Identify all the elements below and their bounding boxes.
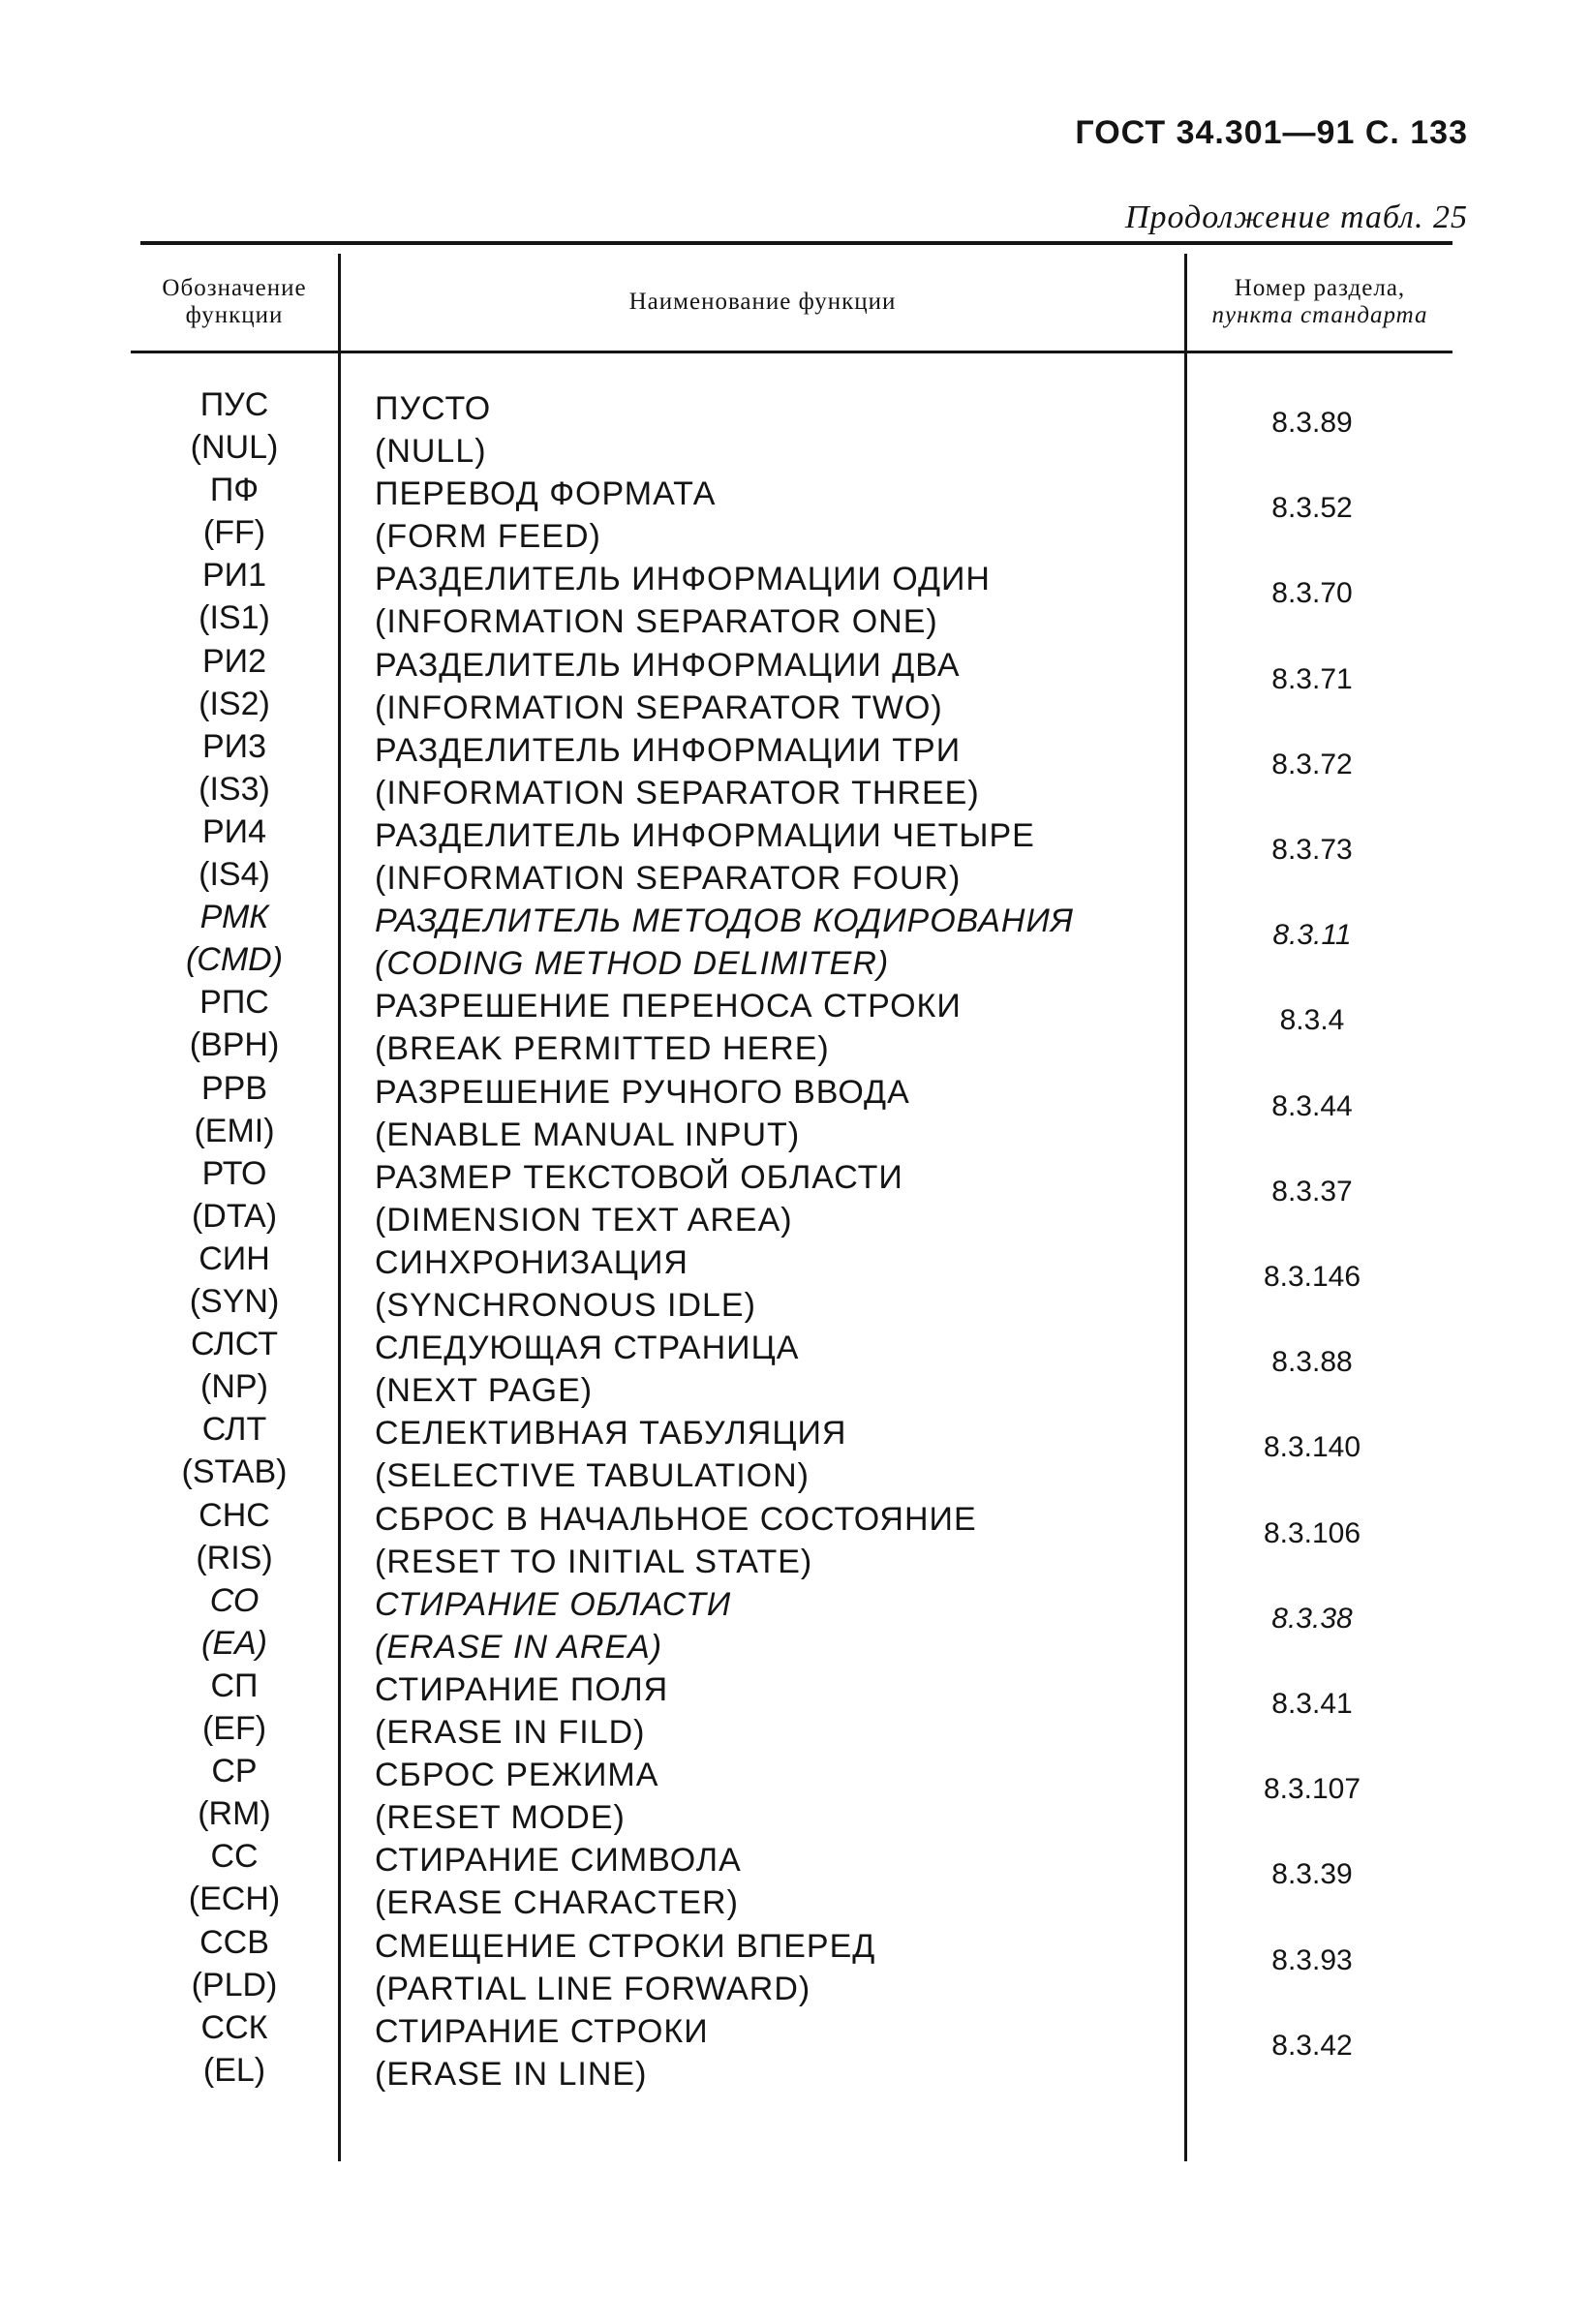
function-name: [375, 1583, 1304, 1668]
function-name-en: (INFORMATION SEPARATOR FOUR): [375, 860, 962, 897]
function-name-en: (ENABLE MANUAL INPUT): [375, 1116, 801, 1153]
function-name-ru: СТИРАНИЕ СТРОКИ: [375, 2013, 709, 2050]
function-name-ru: РАЗДЕЛИТЕЛЬ ИНФОРМАЦИИ ОДИН: [375, 561, 991, 597]
function-code-ru: СЛСТ: [191, 1326, 278, 1362]
function-name-en: (FORM FEED): [375, 518, 601, 555]
column-header-section: [1187, 254, 1452, 351]
column-header-name: Наименование функции: [628, 289, 897, 315]
table-row: [131, 1408, 1452, 1493]
function-code-ru: СНС: [199, 1497, 270, 1534]
function-name-en: (SELECTIVE TABULATION): [375, 1457, 810, 1494]
function-name: [375, 1412, 1304, 1497]
function-code-ru: СО: [209, 1582, 260, 1619]
table-row: [131, 1323, 1452, 1408]
function-name-ru: РАЗРЕШЕНИЕ ПЕРЕНОСА СТРОКИ: [375, 988, 962, 1024]
column-header-code-line2: функции: [185, 302, 284, 328]
function-code-en: (RIS): [196, 1540, 273, 1576]
function-code: [131, 1750, 338, 1835]
function-code: [131, 1323, 338, 1408]
function-name: [375, 900, 1304, 985]
function-code-ru: СЛТ: [201, 1411, 267, 1448]
function-name-en: (ERASE IN FILD): [375, 1714, 646, 1751]
table-row: [131, 1579, 1452, 1665]
function-code-ru: РТО: [201, 1155, 267, 1192]
section-number: 8.3.106: [1263, 1517, 1361, 1549]
function-code-en: (IS2): [199, 686, 270, 722]
table-row: [131, 1835, 1452, 1920]
section-number: 8.3.44: [1271, 1090, 1353, 1122]
function-code-en: (IS1): [199, 599, 270, 636]
table-row: [131, 383, 1452, 469]
section-number: 8.3.37: [1271, 1176, 1353, 1208]
function-code-ru: ССК: [200, 2009, 268, 2046]
table-header-rule: [131, 351, 1452, 353]
function-name-en: (RESET TO INITIAL STATE): [375, 1544, 813, 1580]
function-code: [131, 640, 338, 725]
function-code: [131, 1835, 338, 1920]
function-code: [131, 810, 338, 896]
function-name-en: (ERASE IN AREA): [375, 1629, 663, 1666]
function-code-en: (NP): [200, 1368, 268, 1405]
function-code: [131, 1579, 338, 1665]
function-name: [375, 814, 1304, 900]
table-row: [131, 725, 1452, 810]
function-code-en: (FF): [202, 514, 266, 551]
function-code-en: (BPH): [189, 1026, 280, 1063]
section-number: 8.3.88: [1271, 1346, 1353, 1378]
function-name: [375, 1071, 1304, 1156]
page-number-header: ГОСТ 34.301—91 С. 133: [1075, 114, 1468, 151]
section-number: 8.3.41: [1271, 1688, 1353, 1720]
function-name: [375, 729, 1304, 814]
function-name: [375, 1839, 1304, 1924]
section-number: 8.3.72: [1271, 749, 1353, 780]
table-row: [131, 2006, 1452, 2092]
function-name: [375, 1498, 1304, 1583]
function-name: [375, 985, 1304, 1070]
function-name-en: (INFORMATION SEPARATOR THREE): [375, 775, 980, 811]
function-name: [375, 1327, 1304, 1412]
function-name-ru: СБРОС В НАЧАЛЬНОЕ СОСТОЯНИЕ: [375, 1501, 977, 1538]
function-name-ru: СЕЛЕКТИВНАЯ ТАБУЛЯЦИЯ: [375, 1415, 847, 1452]
function-name-ru: ПУСТО: [375, 390, 492, 427]
table-top-rule: [140, 241, 1452, 245]
function-code: [131, 1408, 338, 1493]
function-name-ru: РАЗДЕЛИТЕЛЬ ИНФОРМАЦИИ ЧЕТЫРЕ: [375, 817, 1035, 854]
column-header-code-line1: Обозначение: [162, 275, 307, 301]
function-code: [131, 2006, 338, 2092]
function-name-ru: ПЕРЕВОД ФОРМАТА: [375, 475, 717, 512]
function-code: [131, 383, 338, 469]
function-code-en: (SYN): [189, 1283, 280, 1320]
function-code: [131, 1494, 338, 1579]
function-name: [375, 2010, 1304, 2095]
function-name-en: (ERASE IN LINE): [375, 2056, 648, 2093]
function-code-ru: ПУС: [199, 386, 269, 423]
function-code-ru: СП: [210, 1667, 259, 1704]
table-row: [131, 1067, 1452, 1152]
function-code-ru: РРВ: [200, 1070, 268, 1107]
function-code: [131, 1067, 338, 1152]
function-code: [131, 1152, 338, 1238]
function-name-ru: СТИРАНИЕ ПОЛЯ: [375, 1671, 669, 1708]
function-name-ru: СЛЕДУЮЩАЯ СТРАНИЦА: [375, 1330, 800, 1366]
function-name: [375, 473, 1304, 558]
column-header-code: [131, 254, 338, 351]
function-code: [131, 896, 338, 981]
function-name: [375, 1754, 1304, 1839]
column-header-section-line2: пункта стандарта: [1211, 302, 1428, 328]
function-code-en: (EF): [201, 1710, 267, 1747]
table-row: [131, 1152, 1452, 1238]
function-name-en: (BREAK PERMITTED HERE): [375, 1030, 830, 1067]
function-code-en: (EMI): [194, 1113, 275, 1149]
table-row: [131, 1665, 1452, 1750]
table-continuation-label: Продолжение табл. 25: [1124, 199, 1468, 235]
function-name-en: (ERASE CHARACTER): [375, 1884, 739, 1921]
table-row: [131, 981, 1452, 1066]
section-number: 8.3.70: [1271, 577, 1353, 609]
section-number: 8.3.107: [1263, 1773, 1361, 1805]
section-number: 8.3.146: [1263, 1261, 1361, 1293]
function-code: [131, 1665, 338, 1750]
function-name: [375, 1156, 1304, 1241]
function-code-ru: СС: [210, 1838, 259, 1875]
function-name: [375, 558, 1304, 643]
section-number: 8.3.89: [1271, 407, 1353, 439]
function-name-ru: РАЗРЕШЕНИЕ РУЧНОГО ВВОДА: [375, 1074, 910, 1111]
function-code-en: (EA): [201, 1625, 267, 1662]
function-code-en: (CMD): [185, 941, 284, 978]
function-name-ru: СИНХРОНИЗАЦИЯ: [375, 1244, 688, 1281]
function-code-ru: РИ4: [201, 813, 267, 850]
section-number: 8.3.93: [1271, 1944, 1353, 1976]
function-code-en: (NUL): [190, 429, 279, 466]
section-number: 8.3.140: [1263, 1431, 1361, 1463]
function-name-en: (PARTIAL LINE FORWARD): [375, 1971, 811, 2007]
function-name: [375, 387, 1304, 473]
section-number: 8.3.4: [1279, 1004, 1345, 1036]
function-name-en: (CODING METHOD DELIMITER): [375, 945, 890, 982]
table-row: [131, 1494, 1452, 1579]
function-code-ru: РИ1: [201, 557, 267, 594]
function-name-ru: РАЗДЕЛИТЕЛЬ МЕТОДОВ КОДИРОВАНИЯ: [375, 902, 1074, 939]
function-code: [131, 725, 338, 810]
function-code-ru: СР: [211, 1753, 258, 1789]
function-code-ru: СИН: [199, 1240, 270, 1277]
table-row: [131, 1238, 1452, 1323]
table-row: [131, 896, 1452, 981]
function-name: [375, 644, 1304, 729]
function-code-en: (STAB): [181, 1453, 288, 1490]
function-code-ru: РПС: [199, 984, 269, 1021]
function-name-ru: РАЗДЕЛИТЕЛЬ ИНФОРМАЦИИ ТРИ: [375, 732, 962, 769]
function-name-en: (DIMENSION TEXT AREA): [375, 1202, 793, 1238]
function-code-ru: РИ3: [201, 728, 267, 765]
function-code-en: (IS3): [199, 771, 270, 808]
section-number: 8.3.73: [1271, 834, 1353, 866]
function-name-ru: СТИРАНИЕ ОБЛАСТИ: [375, 1586, 732, 1623]
function-name-en: (NULL): [375, 433, 487, 470]
table-row: [131, 640, 1452, 725]
function-code-ru: РИ2: [201, 643, 267, 680]
function-name-en: (RESET MODE): [375, 1799, 626, 1836]
function-code: [131, 1238, 338, 1323]
section-number: 8.3.11: [1272, 919, 1352, 951]
function-code-en: (RM): [198, 1795, 271, 1832]
function-code-en: (EL): [202, 2052, 266, 2089]
section-number: 8.3.42: [1271, 2030, 1353, 2062]
function-code-ru: ПФ: [209, 472, 260, 508]
function-code-en: (ECH): [188, 1881, 281, 1917]
function-name-en: (SYNCHRONOUS IDLE): [375, 1287, 756, 1324]
function-code: [131, 1921, 338, 2006]
section-number: 8.3.52: [1271, 492, 1353, 524]
function-code: [131, 981, 338, 1066]
function-code: [131, 469, 338, 554]
function-code-ru: ССВ: [199, 1924, 269, 1961]
function-name-en: (INFORMATION SEPARATOR TWO): [375, 689, 943, 726]
table-row: [131, 554, 1452, 639]
function-code-en: (DTA): [191, 1198, 278, 1235]
function-name-en: (NEXT PAGE): [375, 1372, 594, 1409]
function-code-en: (IS4): [199, 856, 270, 893]
table-row: [131, 1750, 1452, 1835]
section-number: 8.3.38: [1271, 1603, 1353, 1635]
function-code: [131, 554, 338, 639]
table-row: [131, 810, 1452, 896]
function-name-ru: РАЗДЕЛИТЕЛЬ ИНФОРМАЦИИ ДВА: [375, 647, 961, 684]
function-name: [375, 1668, 1304, 1754]
function-name-ru: РАЗМЕР ТЕКСТОВОЙ ОБЛАСТИ: [375, 1159, 903, 1196]
section-number: 8.3.39: [1271, 1858, 1353, 1890]
function-name-en: (INFORMATION SEPARATOR ONE): [375, 603, 938, 640]
section-number: 8.3.71: [1271, 663, 1353, 695]
table-row: [131, 1921, 1452, 2006]
function-name-ru: СТИРАНИЕ СИМВОЛА: [375, 1842, 742, 1879]
function-name-ru: СМЕЩЕНИЕ СТРОКИ ВПЕРЕД: [375, 1928, 876, 1965]
function-name: [375, 1925, 1304, 2010]
function-name: [375, 1241, 1304, 1327]
function-name-ru: СБРОС РЕЖИМА: [375, 1757, 659, 1793]
table-row: [131, 469, 1452, 554]
function-code-ru: РМК: [199, 899, 269, 935]
column-header-section-line1: Номер раздела,: [1234, 275, 1406, 301]
function-code-en: (PLD): [191, 1967, 278, 2003]
